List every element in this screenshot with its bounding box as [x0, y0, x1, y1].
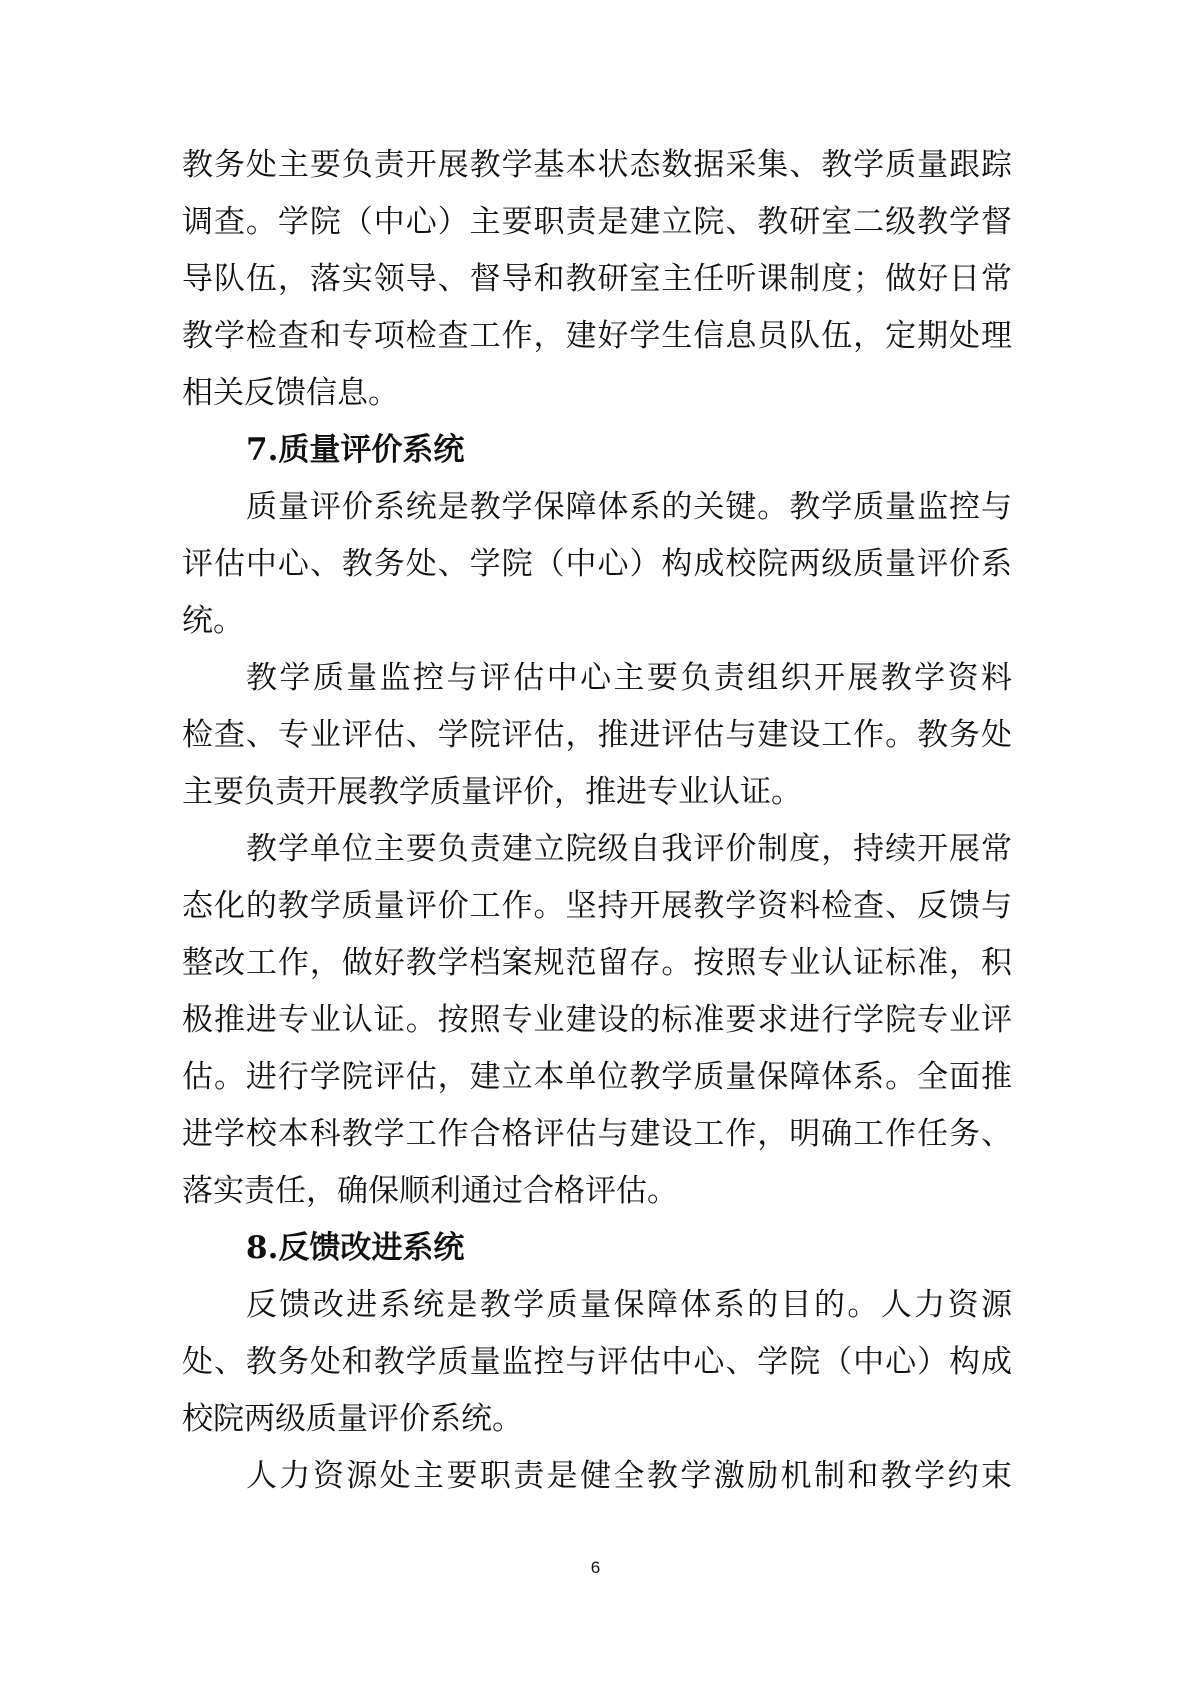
- body-text-line: 评估中心、教务处、学院（中心）构成校院两级质量评价系: [182, 546, 1012, 582]
- body-text-line: 质量评价系统是教学保障体系的关键。教学质量监控与: [246, 489, 1012, 525]
- body-text-line: 态化的教学质量评价工作。坚持开展教学资料检查、反馈与: [182, 888, 1012, 924]
- body-text-line: 主要负责开展教学质量评价，推进专业认证。: [182, 774, 802, 810]
- body-text-line: 整改工作，做好教学档案规范留存。按照专业认证标准，积: [182, 945, 1012, 981]
- body-text-line: 进学校本科教学工作合格评估与建设工作，明确工作任务、: [182, 1116, 1012, 1152]
- body-text-line: 教学检查和专项检查工作，建好学生信息员队伍，定期处理: [182, 318, 1012, 354]
- body-text-line: 相关反馈信息。: [182, 375, 399, 411]
- body-text-line: 检查、专业评估、学院评估，推进评估与建设工作。教务处: [182, 717, 1012, 753]
- body-text-line: 教务处主要负责开展教学基本状态数据采集、教学质量跟踪: [182, 147, 1012, 183]
- body-text-line: 估。进行学院评估，建立本单位教学质量保障体系。全面推: [182, 1059, 1012, 1095]
- body-text-line: 调查。学院（中心）主要职责是建立院、教研室二级教学督: [182, 204, 1012, 240]
- body-text-line: 教学质量监控与评估中心主要负责组织开展教学资料: [246, 660, 1012, 696]
- body-text-line: 极推进专业认证。按照专业建设的标准要求进行学院专业评: [182, 1002, 1012, 1038]
- body-text-line: 校院两级质量评价系统。: [182, 1401, 523, 1437]
- section-heading-feedback-improvement: 8.反馈改进系统: [246, 1230, 465, 1266]
- body-text-line: 统。: [182, 603, 244, 639]
- body-text-line: 导队伍，落实领导、督导和教研室主任听课制度；做好日常: [182, 261, 1012, 297]
- page-number: 6: [590, 1558, 601, 1577]
- body-text-line: 落实责任，确保顺利通过合格评估。: [182, 1173, 678, 1209]
- body-text-line: 教学单位主要负责建立院级自我评价制度，持续开展常: [246, 831, 1012, 867]
- section-heading-quality-evaluation: 7.质量评价系统: [246, 432, 465, 468]
- body-text-line: 人力资源处主要职责是健全教学激励机制和教学约束: [246, 1458, 1012, 1494]
- body-text-line: 处、教务处和教学质量监控与评估中心、学院（中心）构成: [182, 1344, 1012, 1380]
- body-text-line: 反馈改进系统是教学质量保障体系的目的。人力资源: [246, 1287, 1012, 1323]
